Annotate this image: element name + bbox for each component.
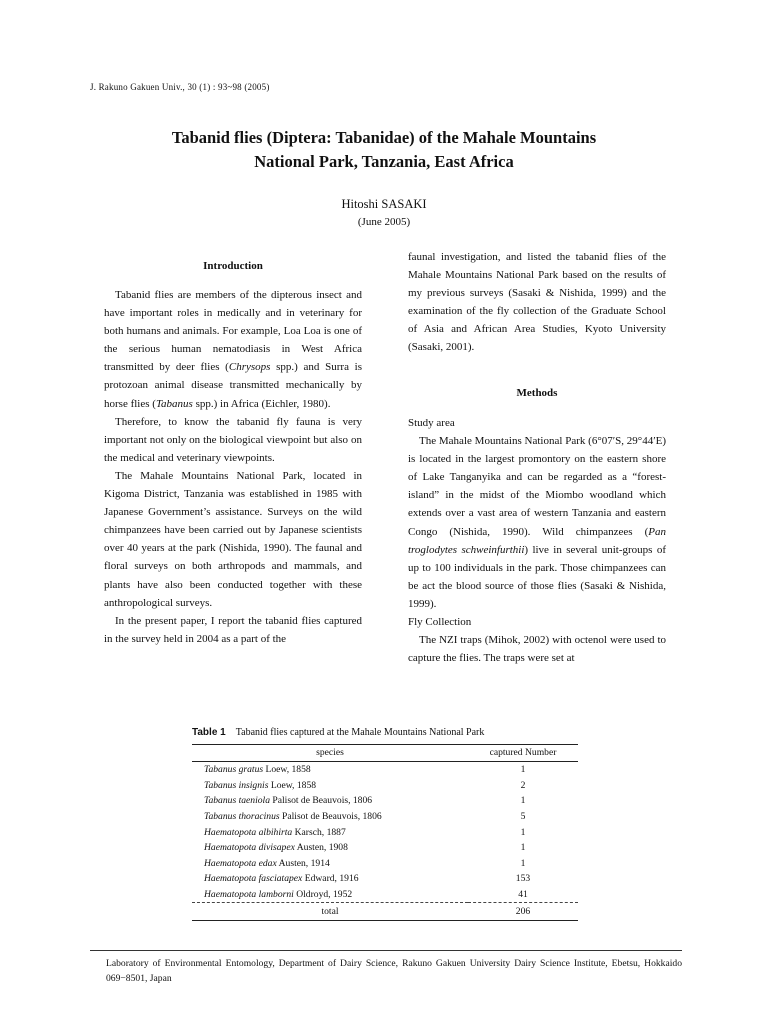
column-header-count: captured Number (468, 745, 578, 762)
study-area-heading: Study area (408, 417, 455, 429)
count-cell: 5 (520, 811, 526, 823)
intro-paragraph-3: The Mahale Mountains National Park, located in Kigoma District, Tanzania was established in 1985 with Japanese Government’s assistance. Surveys on the wild chimpanzees have been carried out by Japanese scientists over 40 years at the park (Nishida, 1990). The faunal and floral surveys on both arthropods and mammals, and plants have also been conducted together with these anthropological surveys. (104, 469, 362, 609)
table-caption-text: Tabanid flies captured at the Mahale Mountains National Park (235, 727, 485, 738)
count-cell: 1 (520, 764, 526, 776)
title-line-2: National Park, Tanzania, East Africa (254, 152, 514, 171)
column-header-species: species (192, 745, 468, 762)
species-author: Austen, 1914 (276, 857, 330, 869)
species-author: Loew, 1858 (268, 779, 317, 791)
table-row (192, 887, 578, 903)
author-name: Hitoshi SASAKI (341, 197, 427, 211)
species-name: Tabanus gratus (204, 764, 264, 776)
introduction-heading: Introduction (203, 260, 263, 272)
species-author: Oldroyd, 1952 (293, 889, 353, 901)
article-title (0, 126, 768, 174)
table-row (192, 871, 578, 887)
count-cell: 2 (520, 779, 526, 791)
table-row (192, 793, 578, 809)
species-author: Austen, 1908 (294, 842, 348, 854)
footer-divider (90, 950, 682, 951)
count-cell: 1 (520, 857, 526, 869)
table-row (192, 809, 578, 825)
count-cell: 1 (520, 795, 526, 807)
species-author: Palisot de Beauvois, 1806 (270, 795, 373, 807)
right-column (408, 248, 666, 357)
tabanid-table (192, 744, 578, 921)
table-row (192, 840, 578, 856)
count-cell: 41 (518, 889, 528, 901)
species-name: Tabanus taeniola (204, 795, 271, 807)
fly-collection-heading: Fly Collection (408, 616, 472, 629)
species-cell (192, 778, 468, 794)
species-cell (192, 793, 468, 809)
title-line-1: Tabanid flies (Diptera: Tabanidae) of the Mahale Mountains (171, 128, 597, 147)
table-row (192, 762, 578, 778)
table-total-row (192, 903, 578, 921)
table-header-row (192, 745, 578, 762)
species-name: Haematopota edax (204, 857, 277, 869)
species-cell (192, 809, 468, 825)
species-author: Loew, 1858 (263, 764, 311, 776)
table-row (192, 824, 578, 840)
total-count: 206 (468, 903, 578, 921)
species-cell (192, 824, 468, 840)
species-name: Haematopota divisapex (204, 842, 295, 854)
species-name: Haematopota lamborni (204, 889, 294, 901)
species-name: Tabanus insignis (204, 779, 269, 791)
intro-paragraph-4: In the present paper, I report the tabanid flies captured in the survey held in 2004 as a part of the (104, 614, 362, 645)
table-label: Table 1 (192, 727, 226, 738)
total-label: total (192, 903, 468, 921)
publication-date: (June 2005) (357, 216, 411, 228)
species-name: Haematopota albihirta (204, 826, 293, 838)
species-author: Karsch, 1887 (292, 826, 346, 838)
fly-collection-paragraph: The NZI traps (Mihok, 2002) with octenol were used to capture the flies. The traps were set at (408, 634, 666, 665)
species-cell (192, 856, 468, 872)
species-cell (192, 887, 468, 903)
count-cell: 153 (515, 873, 531, 885)
table-row (192, 778, 578, 794)
species-author: Edward, 1916 (302, 873, 359, 885)
species-cell (192, 762, 468, 778)
intro-paragraph-4-continued: faunal investigation, and listed the tabanid flies of the Mahale Mountains National Park based on the results of my previous surveys (Sasaki & Nishida, 1999) and the examination of the fly collection of the Graduate School of Asia and African Area Studies, Kyoto University (Sasaki, 2001). (408, 251, 666, 354)
table-caption (192, 727, 484, 738)
species-name: Haematopota fasciatapex (204, 873, 303, 885)
left-column (104, 286, 362, 648)
journal-reference: J. Rakuno Gakuen Univ., 30 (1) : 93~98 (2005) (90, 82, 270, 92)
intro-paragraph-1: Tabanid flies are members of the dipterous insect and have important roles in medically and in veterinary for both humans and animals. For example, Loa Loa is one of the serious human nematodiasis in West Africa transmitted by deer flies (Chrysops spp.) and Surra is protozoan animal disease transmitted mechanically by horse flies (Tabanus spp.) in Africa (Eichler, 1980). (104, 289, 362, 410)
species-cell (192, 871, 468, 887)
methods-body (408, 414, 666, 667)
table-row (192, 856, 578, 872)
species-author: Palisot de Beauvois, 1806 (279, 811, 382, 823)
methods-heading: Methods (516, 387, 558, 399)
species-cell (192, 840, 468, 856)
table-body (192, 762, 578, 921)
count-cell: 1 (520, 826, 526, 838)
intro-paragraph-2: Therefore, to know the tabanid fly fauna is very important not only on the biological viewpoint but also on the medical and veterinary viewpoints. (104, 415, 362, 464)
author-affiliation: Laboratory of Environmental Entomology, Department of Dairy Science, Rakuno Gakuen University Dairy Science Institute, Ebetsu, Hokkaido 069−8501, Japan (106, 958, 682, 984)
count-cell: 1 (520, 842, 526, 854)
study-area-paragraph: The Mahale Mountains National Park (6°07′S, 29°44′E) is located in the largest promontory on the eastern shore of Lake Tanganyika and can be regarded as a “forest-island” in the midst of the Miombo woodland which extends over a vast area of western Tanzania and eastern Congo (Nishida, 1990). Wild chimpanzees (Pan troglodytes schweinfurthii) live in several unit-groups of up to 100 individuals in the park. Those chimpanzees can be act the blood source of those flies (Sasaki & Nishida, 1999). (408, 435, 666, 610)
species-name: Tabanus thoracinus (204, 811, 280, 823)
